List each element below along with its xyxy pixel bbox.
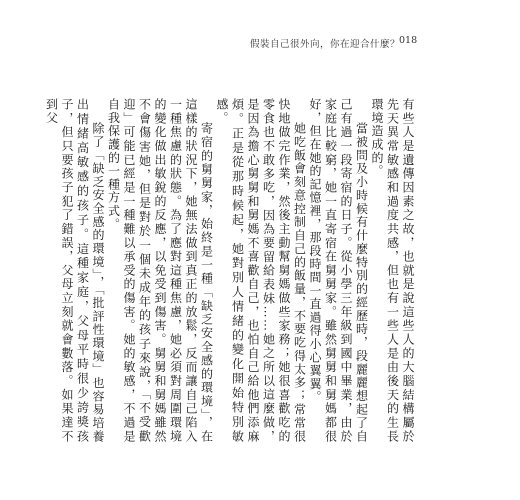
paragraph: 除了「缺乏安全感的環境」，「批評性環境」也容易培養出情緒高敏感的孩子。這種家庭，父母平時很少誇獎孩子，但只要孩子犯了錯誤，父母立刻就會數落。如果達不到父 xyxy=(44,98,105,443)
running-header: 假裝自己很外向，你在迎合什麼？ xyxy=(250,39,401,50)
paragraph: 她吃飯會刻意控制自己的飯量，不要吃得太多；常常很快地做完作業，然後主動幫舅媽做些家務；她很喜歡吃的零食也不敢多吃，因為要留給表妹……她之所以這麼做，是因為擔心舅舅和舅媽不喜歡自己，也怕自己給他們添麻煩。正是從那時候起，她對別人情緒的變化開始特別敏感。 xyxy=(215,98,307,443)
paragraph: 寄宿的舅舅家，始終是一種「缺乏安全感的環境」，在這樣的狀況下，她無法做到真正的放鬆，反而讓自己陷入一種焦慮的狀態。為了應對這種焦慮，她必須對周圍環境的變化做出敏銳的反應，以免受到傷害。舅舅和舅媽雖然不會傷害她，但是對於一個未成年的孩子來說，「不受歡迎」可能已經是一種難以承受的傷害。她的敏感，不過是自我保護的一種方式。 xyxy=(106,98,214,443)
page-number: 018 xyxy=(399,35,418,46)
paragraph: 有些人是遺傳因素之故，也就是說這些人的大腦結構屬於先天異常敏感和過度共感，但也有一些人是由後天的生長環境造成的。 xyxy=(370,98,415,443)
body-text xyxy=(44,98,415,443)
paragraph: 當被問及小時候有什麼特別的經歷時，段麗麗想起了自己有過一段寄宿的日子。從小學三年級到國中畢業，由於家庭比較窮，她一直寄宿在舅舅家。雖然舅舅和舅媽都很好，但在她的記憶裡，那段時間一直過得小心翼翼。 xyxy=(308,98,369,443)
